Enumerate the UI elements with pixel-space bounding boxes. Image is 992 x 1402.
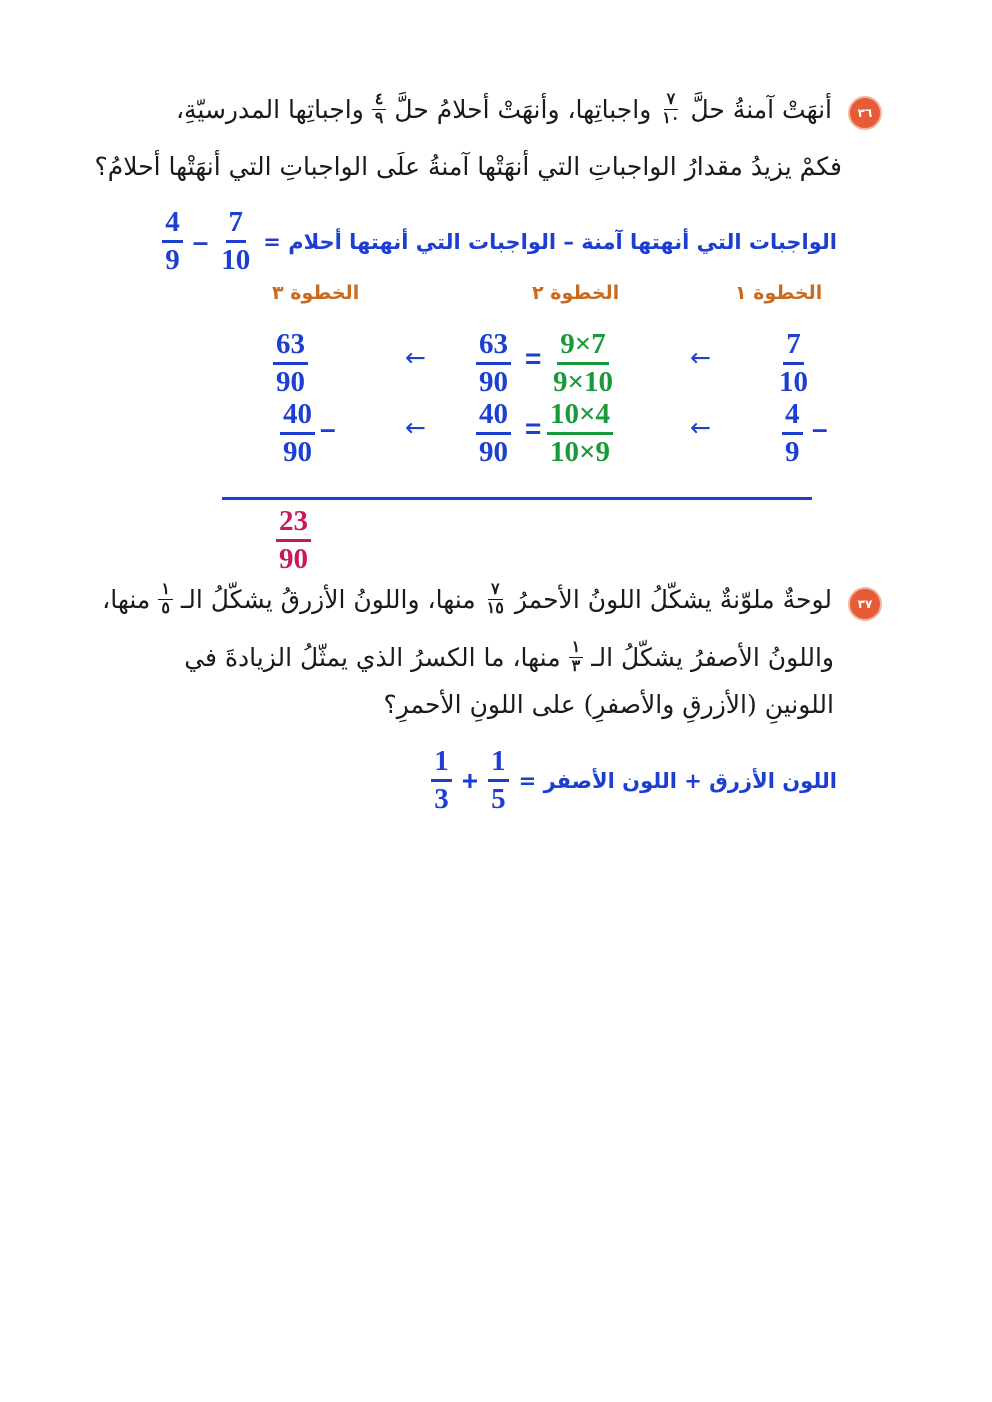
step-3-label: الخطوة ٣ [272, 282, 360, 304]
question-number-36: ٣٦ [848, 96, 882, 130]
q37-line2-b: منها، ما الكسرُ الذي يمثّلُ الزيادةَ في [184, 643, 561, 672]
fraction-7-10: $\frac{٧}{١٠}$ [662, 91, 680, 127]
minus-sign: – [320, 413, 336, 444]
q36-line1-a: أنهَتْ آمنةُ حلَّ [690, 95, 832, 124]
row2-step2-multiplication: $\frac{10\times 4}{10\times 9}$ [547, 400, 613, 467]
row1-step3-fraction: $\frac{63}{90}$ [273, 330, 308, 397]
row1-step2-result: $\frac{63}{90}$ [476, 330, 511, 397]
question-number-37: ٣٧ [848, 587, 882, 621]
q37-line1-c: منها، [102, 585, 151, 614]
q37-line2-a: واللونُ الأصفرُ يشكّلُ الـ [591, 643, 834, 672]
fraction-1-3: $\frac{١}{٣}$ [569, 640, 584, 675]
fraction-1-5: $\frac{1}{5}$ [488, 747, 509, 814]
minus-sign: – [192, 225, 209, 257]
fraction-1-3: $\frac{1}{3}$ [431, 747, 452, 814]
arrow-left-icon: ← [690, 413, 711, 442]
equals-sign: = [525, 343, 542, 374]
arrow-left-icon: ← [405, 343, 426, 372]
q36-equation-label: الواجبات التي أنهتها آمنة – الواجبات التي أنهتها أحلام = [263, 229, 837, 254]
q36-line1-c: واجباتِها المدرسيّةِ، [175, 95, 364, 124]
q36-line2: فكمْ يزيدُ مقدارُ الواجباتِ التي أنهَتْها آمنةُ علَى الواجباتِ التي أنهَتْها أحلامُ؟ [94, 152, 842, 181]
q37-line2 [184, 640, 834, 675]
q37-equation [431, 747, 837, 814]
q36-equation [162, 208, 837, 275]
arrow-left-icon: ← [405, 413, 426, 442]
step-2-label: الخطوة ٢ [532, 282, 620, 304]
fraction-4-9: $\frac{4}{9}$ [162, 208, 183, 275]
row2-step2-result: $\frac{40}{90}$ [476, 400, 511, 467]
fraction-7-10: $\frac{7}{10}$ [221, 206, 251, 276]
fraction-1-5: $\frac{١}{٥}$ [158, 582, 173, 617]
q37-line1-b: منها، واللونُ الأزرقُ يشكّلُ الـ [180, 585, 476, 614]
q36-line1 [176, 92, 832, 127]
plus-sign: + [461, 764, 479, 796]
equals-sign: = [525, 413, 542, 444]
subtraction-line [222, 497, 812, 500]
row1-step2-multiplication: $\frac{9\times 7}{9\times 10}$ [553, 328, 614, 398]
step-1-label: الخطوة ١ [735, 282, 823, 304]
result-fraction: $\frac{23}{90}$ [276, 507, 311, 574]
q37-line3: اللونينِ (الأزرقِ والأصفرِ) على اللونِ الأحمرِ؟ [383, 690, 834, 719]
q36-line1-b: واجباتِها، وأنهَتْ أحلامُ حلَّ [394, 95, 652, 124]
arrow-left-icon: ← [690, 343, 711, 372]
row2-step3-fraction: $\frac{40}{90}$ [280, 400, 315, 467]
fraction-7-15: $\frac{٧}{١٥}$ [486, 581, 504, 617]
q37-line1-a: لوحةٌ ملوّنةٌ يشكّلُ اللونُ الأحمرُ [514, 585, 832, 614]
minus-sign: – [812, 413, 828, 444]
row1-step1-fraction: $\frac{7}{10}$ [779, 328, 808, 398]
q37-line1 [102, 582, 832, 617]
fraction-4-9: $\frac{٤}{٩}$ [372, 92, 387, 127]
row2-step1-fraction: $\frac{4}{9}$ [782, 400, 803, 467]
q37-equation-label: اللون الأزرق + اللون الأصفر = [518, 768, 837, 793]
